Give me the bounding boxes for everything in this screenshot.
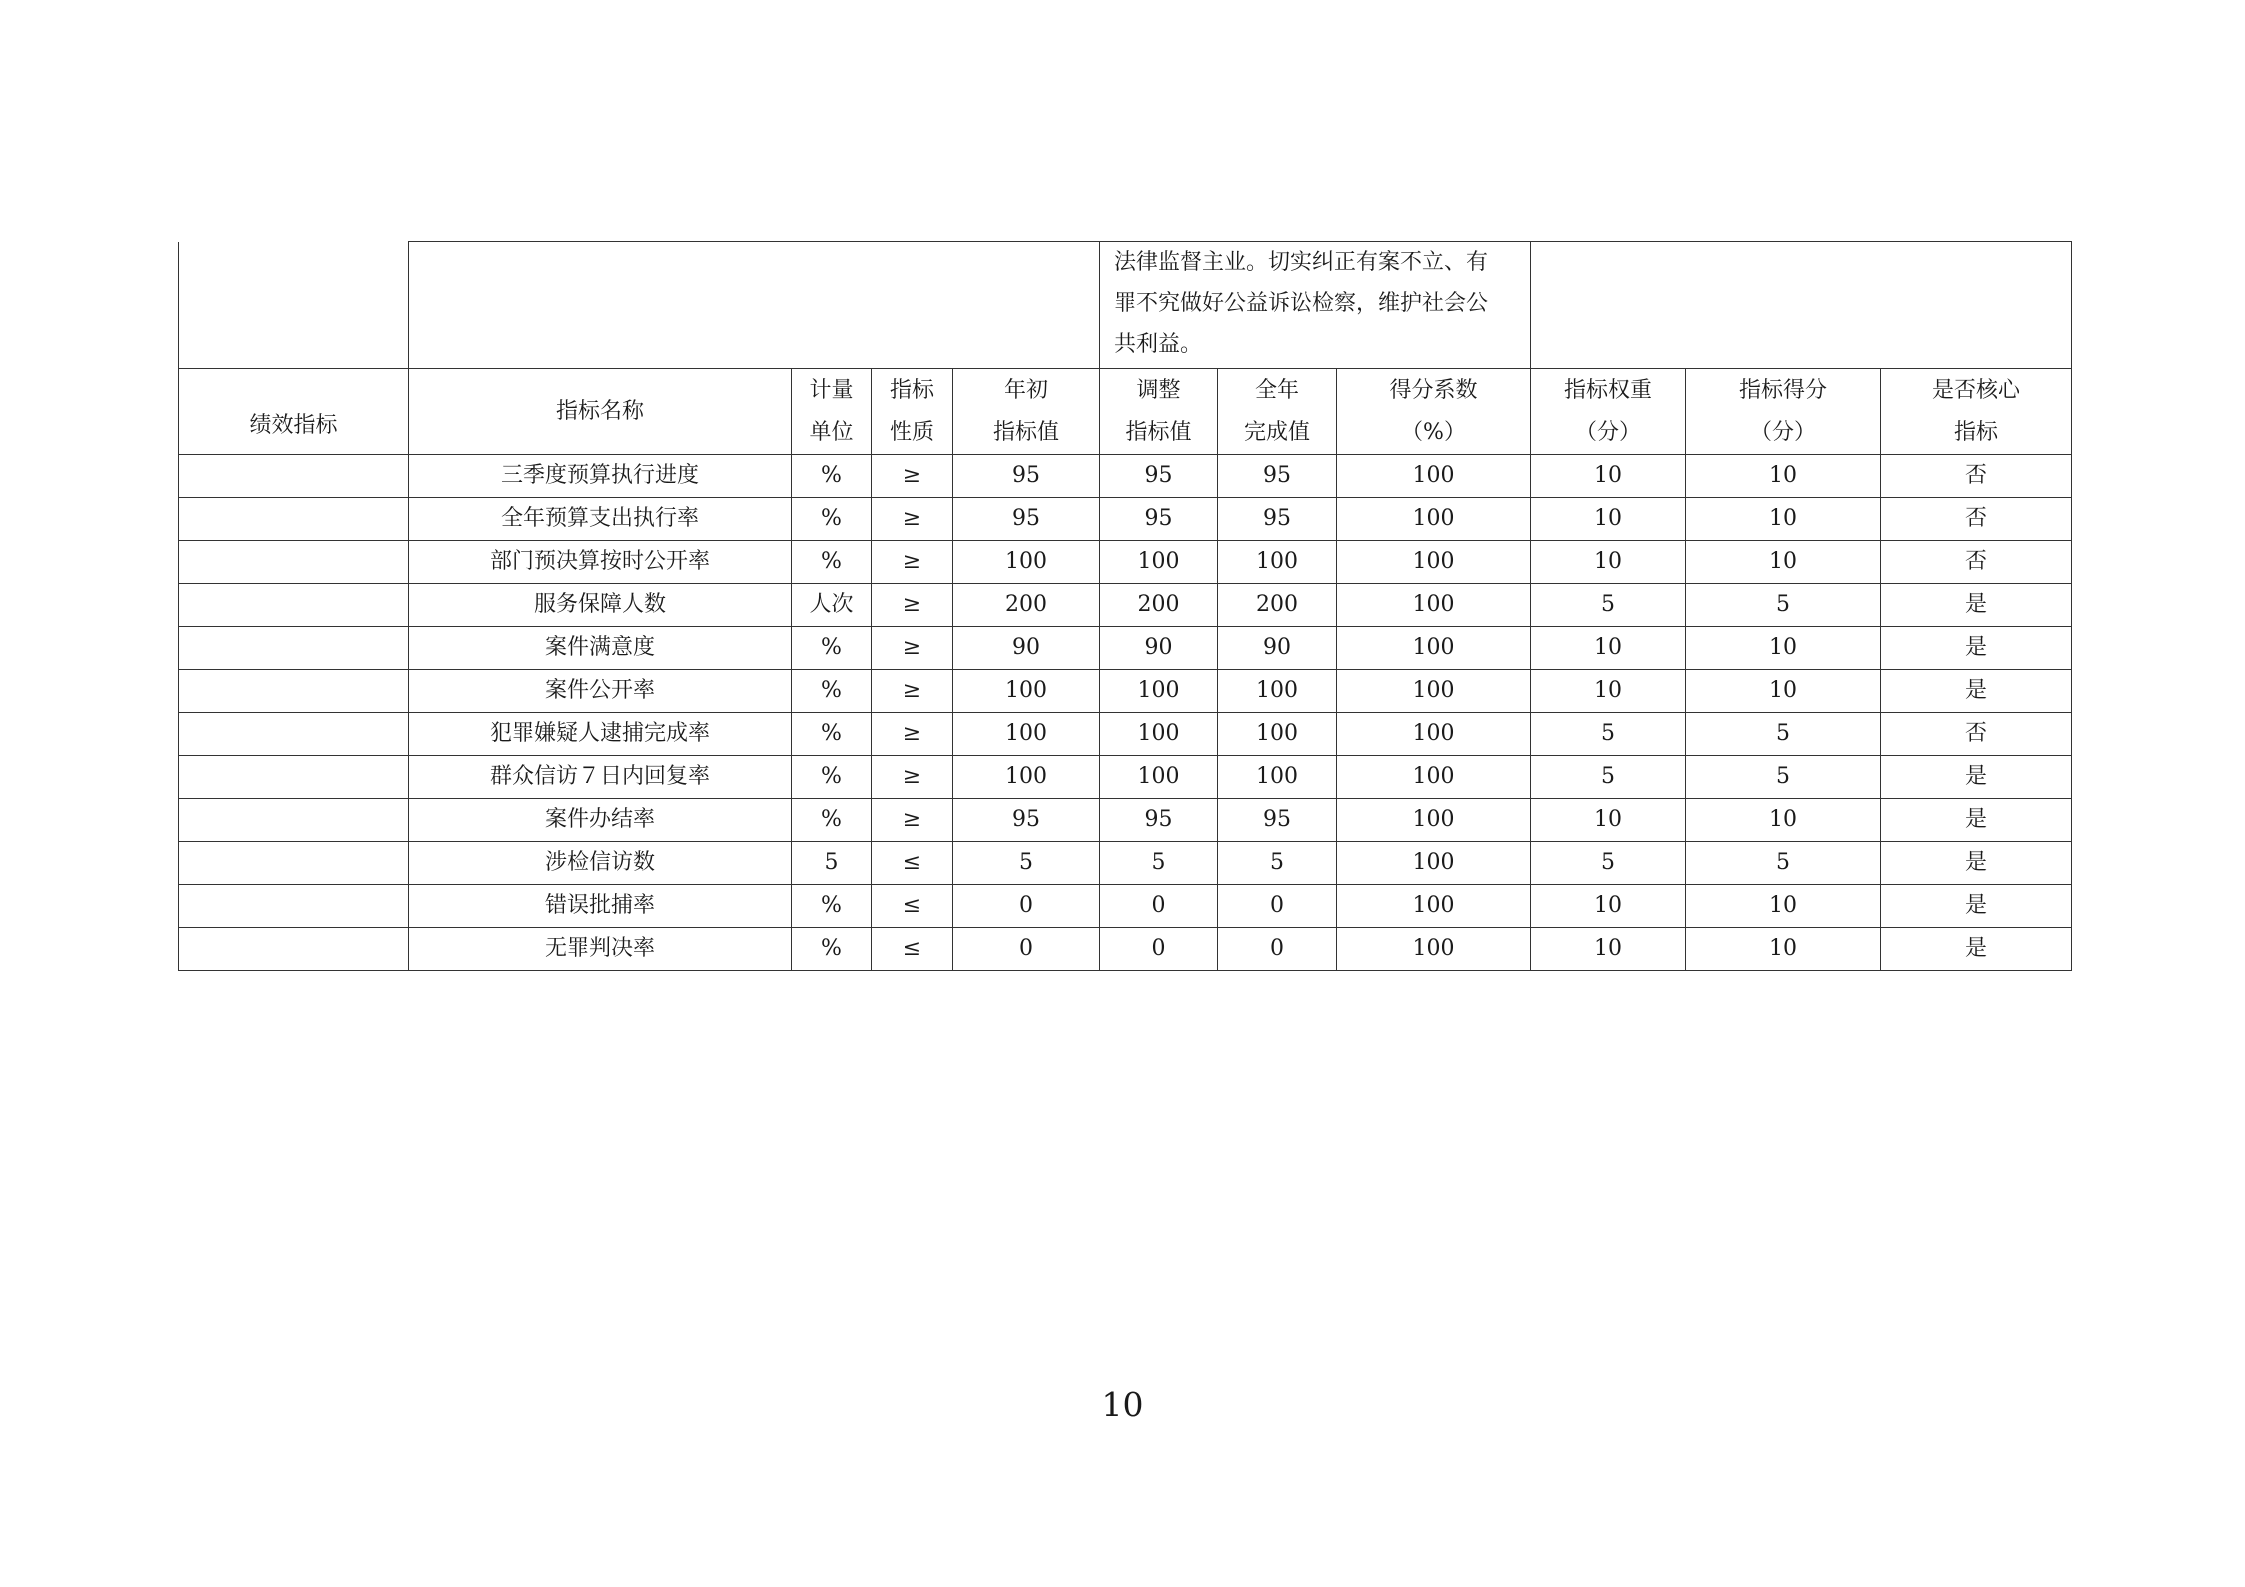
nature-cell: ≤ (872, 842, 953, 885)
nature-cell: ≥ (872, 498, 953, 541)
core-cell: 否 (1881, 713, 2072, 756)
core-cell: 是 (1881, 584, 2072, 627)
unit-cell: % (792, 541, 872, 584)
core-cell: 是 (1881, 799, 2072, 842)
category-cell (179, 756, 409, 799)
completed-cell: 100 (1218, 541, 1337, 584)
core-cell: 是 (1881, 928, 2072, 971)
category-cell (179, 885, 409, 928)
completed-cell: 95 (1218, 799, 1337, 842)
weight-cell: 5 (1531, 713, 1686, 756)
unit-cell: % (792, 928, 872, 971)
weight-cell: 5 (1531, 842, 1686, 885)
indicator-name-header: 指标名称 (409, 369, 792, 455)
initial-cell: 100 (953, 670, 1100, 713)
goal-description-cell (1100, 242, 1531, 369)
nature-cell: ≥ (872, 455, 953, 498)
category-cell (179, 498, 409, 541)
table-row (179, 670, 2072, 713)
core-cell: 是 (1881, 756, 2072, 799)
adjusted-value-header-line: 指标值 (1125, 419, 1192, 445)
unit-header (792, 369, 872, 455)
weight-header (1531, 369, 1686, 455)
completed-cell: 95 (1218, 498, 1337, 541)
category-cell (179, 713, 409, 756)
coefficient-cell: 100 (1337, 584, 1531, 627)
goal-description-line: 共利益。 (1114, 332, 1203, 357)
nature-header-line: 性质 (889, 419, 934, 445)
table-row (179, 498, 2072, 541)
score-cell: 5 (1686, 842, 1881, 885)
weight-cell: 10 (1531, 928, 1686, 971)
name-cell: 三季度预算执行进度 (409, 455, 792, 498)
weight-cell: 10 (1531, 498, 1686, 541)
score-cell: 10 (1686, 928, 1881, 971)
unit-cell: % (792, 799, 872, 842)
table-row (179, 885, 2072, 928)
score-header-line: （分） (1749, 419, 1816, 445)
category-cell (179, 627, 409, 670)
coefficient-cell: 100 (1337, 799, 1531, 842)
nature-cell: ≤ (872, 928, 953, 971)
core-header-line: 是否核心 (1931, 377, 2020, 403)
completed-cell: 100 (1218, 756, 1337, 799)
adjusted-cell: 0 (1100, 885, 1218, 928)
unit-cell: % (792, 713, 872, 756)
name-cell: 服务保障人数 (409, 584, 792, 627)
coefficient-header (1337, 369, 1531, 455)
core-cell: 否 (1881, 455, 2072, 498)
adjusted-cell: 95 (1100, 799, 1218, 842)
core-header (1881, 369, 2072, 455)
nature-cell: ≥ (872, 713, 953, 756)
core-cell: 是 (1881, 842, 2072, 885)
coefficient-cell: 100 (1337, 670, 1531, 713)
coefficient-cell: 100 (1337, 713, 1531, 756)
completed-cell: 0 (1218, 928, 1337, 971)
score-header (1686, 369, 1881, 455)
adjusted-value-header-line: 调整 (1136, 377, 1181, 403)
coefficient-cell: 100 (1337, 498, 1531, 541)
core-cell: 否 (1881, 498, 2072, 541)
category-cell (179, 799, 409, 842)
table-row (179, 541, 2072, 584)
unit-cell: % (792, 455, 872, 498)
weight-header-line: 指标权重 (1563, 377, 1652, 403)
weight-cell: 10 (1531, 885, 1686, 928)
nature-header (872, 369, 953, 455)
adjusted-cell: 100 (1100, 670, 1218, 713)
table-row (179, 842, 2072, 885)
nature-cell: ≤ (872, 885, 953, 928)
weight-cell: 10 (1531, 670, 1686, 713)
adjusted-cell: 100 (1100, 756, 1218, 799)
unit-cell: 人次 (792, 584, 872, 627)
weight-cell: 10 (1531, 799, 1686, 842)
weight-cell: 10 (1531, 627, 1686, 670)
adjusted-cell: 90 (1100, 627, 1218, 670)
score-cell: 10 (1686, 799, 1881, 842)
adjusted-cell: 200 (1100, 584, 1218, 627)
unit-cell: % (792, 498, 872, 541)
category-header: 绩效指标 (179, 369, 409, 455)
coefficient-cell: 100 (1337, 756, 1531, 799)
name-cell: 案件办结率 (409, 799, 792, 842)
category-cell (179, 541, 409, 584)
adjusted-cell: 95 (1100, 498, 1218, 541)
coefficient-cell: 100 (1337, 455, 1531, 498)
unit-cell: % (792, 756, 872, 799)
adjusted-cell: 100 (1100, 713, 1218, 756)
score-cell: 10 (1686, 498, 1881, 541)
score-cell: 10 (1686, 670, 1881, 713)
initial-value-header-line: 指标值 (992, 419, 1059, 445)
name-cell: 无罪判决率 (409, 928, 792, 971)
initial-cell: 95 (953, 455, 1100, 498)
nature-cell: ≥ (872, 627, 953, 670)
initial-cell: 200 (953, 584, 1100, 627)
completed-cell: 100 (1218, 713, 1337, 756)
name-cell: 群众信访７日内回复率 (409, 756, 792, 799)
unit-header-line: 单位 (809, 419, 854, 445)
adjusted-cell: 0 (1100, 928, 1218, 971)
score-cell: 10 (1686, 455, 1881, 498)
category-cell (179, 584, 409, 627)
completed-value-header-line: 全年 (1254, 377, 1299, 403)
name-cell: 案件公开率 (409, 670, 792, 713)
completed-cell: 5 (1218, 842, 1337, 885)
name-cell: 案件满意度 (409, 627, 792, 670)
initial-cell: 5 (953, 842, 1100, 885)
performance-indicator-table (178, 241, 2072, 971)
table-row (179, 756, 2072, 799)
weight-cell: 10 (1531, 541, 1686, 584)
weight-cell: 10 (1531, 455, 1686, 498)
completed-cell: 200 (1218, 584, 1337, 627)
name-cell: 犯罪嫌疑人逮捕完成率 (409, 713, 792, 756)
core-cell: 是 (1881, 885, 2072, 928)
nature-cell: ≥ (872, 541, 953, 584)
initial-cell: 100 (953, 756, 1100, 799)
unit-cell: % (792, 670, 872, 713)
weight-cell: 5 (1531, 584, 1686, 627)
name-cell: 部门预决算按时公开率 (409, 541, 792, 584)
core-cell: 否 (1881, 541, 2072, 584)
weight-header-line: （分） (1574, 419, 1641, 445)
header-row (179, 369, 2072, 455)
nature-cell: ≥ (872, 584, 953, 627)
table-row (179, 928, 2072, 971)
adjusted-cell: 5 (1100, 842, 1218, 885)
empty-cell (409, 242, 1100, 369)
core-cell: 是 (1881, 670, 2072, 713)
coefficient-cell: 100 (1337, 842, 1531, 885)
nature-cell: ≥ (872, 756, 953, 799)
weight-cell: 5 (1531, 756, 1686, 799)
core-cell: 是 (1881, 627, 2072, 670)
initial-cell: 95 (953, 498, 1100, 541)
adjusted-cell: 100 (1100, 541, 1218, 584)
continued-description-row (179, 242, 2072, 369)
category-cell (179, 455, 409, 498)
category-cell (179, 928, 409, 971)
completed-cell: 90 (1218, 627, 1337, 670)
empty-cell (179, 242, 409, 369)
nature-header-line: 指标 (889, 377, 934, 403)
coefficient-cell: 100 (1337, 627, 1531, 670)
name-cell: 涉检信访数 (409, 842, 792, 885)
table-row (179, 627, 2072, 670)
table-row (179, 584, 2072, 627)
completed-value-header-line: 完成值 (1243, 419, 1310, 445)
nature-cell: ≥ (872, 670, 953, 713)
unit-cell: % (792, 885, 872, 928)
nature-cell: ≥ (872, 799, 953, 842)
score-cell: 10 (1686, 885, 1881, 928)
completed-cell: 0 (1218, 885, 1337, 928)
category-cell (179, 670, 409, 713)
score-cell: 5 (1686, 584, 1881, 627)
initial-value-header-line: 年初 (1003, 377, 1048, 403)
score-cell: 5 (1686, 756, 1881, 799)
goal-description-line: 罪不究做好公益诉讼检察，维护社会公 (1114, 291, 1489, 316)
name-cell: 全年预算支出执行率 (409, 498, 792, 541)
completed-cell: 95 (1218, 455, 1337, 498)
initial-cell: 90 (953, 627, 1100, 670)
score-header-line: 指标得分 (1738, 377, 1827, 403)
initial-value-header (953, 369, 1100, 455)
coefficient-cell: 100 (1337, 928, 1531, 971)
category-cell (179, 842, 409, 885)
goal-description-line: 法律监督主业。切实纠正有案不立、有 (1114, 250, 1489, 275)
initial-cell: 0 (953, 928, 1100, 971)
table-row (179, 455, 2072, 498)
coefficient-cell: 100 (1337, 885, 1531, 928)
initial-cell: 100 (953, 541, 1100, 584)
score-cell: 10 (1686, 627, 1881, 670)
unit-header-line: 计量 (809, 377, 854, 403)
adjusted-cell: 95 (1100, 455, 1218, 498)
unit-cell: % (792, 627, 872, 670)
completed-value-header (1218, 369, 1337, 455)
adjusted-value-header (1100, 369, 1218, 455)
coefficient-cell: 100 (1337, 541, 1531, 584)
table-row (179, 713, 2072, 756)
initial-cell: 100 (953, 713, 1100, 756)
unit-cell: 5 (792, 842, 872, 885)
page-number: 10 (1101, 1385, 1144, 1424)
name-cell: 错误批捕率 (409, 885, 792, 928)
score-cell: 5 (1686, 713, 1881, 756)
coefficient-header-line: 得分系数 (1389, 377, 1478, 403)
completed-cell: 100 (1218, 670, 1337, 713)
core-header-line: 指标 (1953, 419, 1998, 445)
table-row (179, 799, 2072, 842)
empty-cell (1531, 242, 2072, 369)
initial-cell: 0 (953, 885, 1100, 928)
initial-cell: 95 (953, 799, 1100, 842)
score-cell: 10 (1686, 541, 1881, 584)
coefficient-header-line: （%） (1401, 419, 1466, 445)
